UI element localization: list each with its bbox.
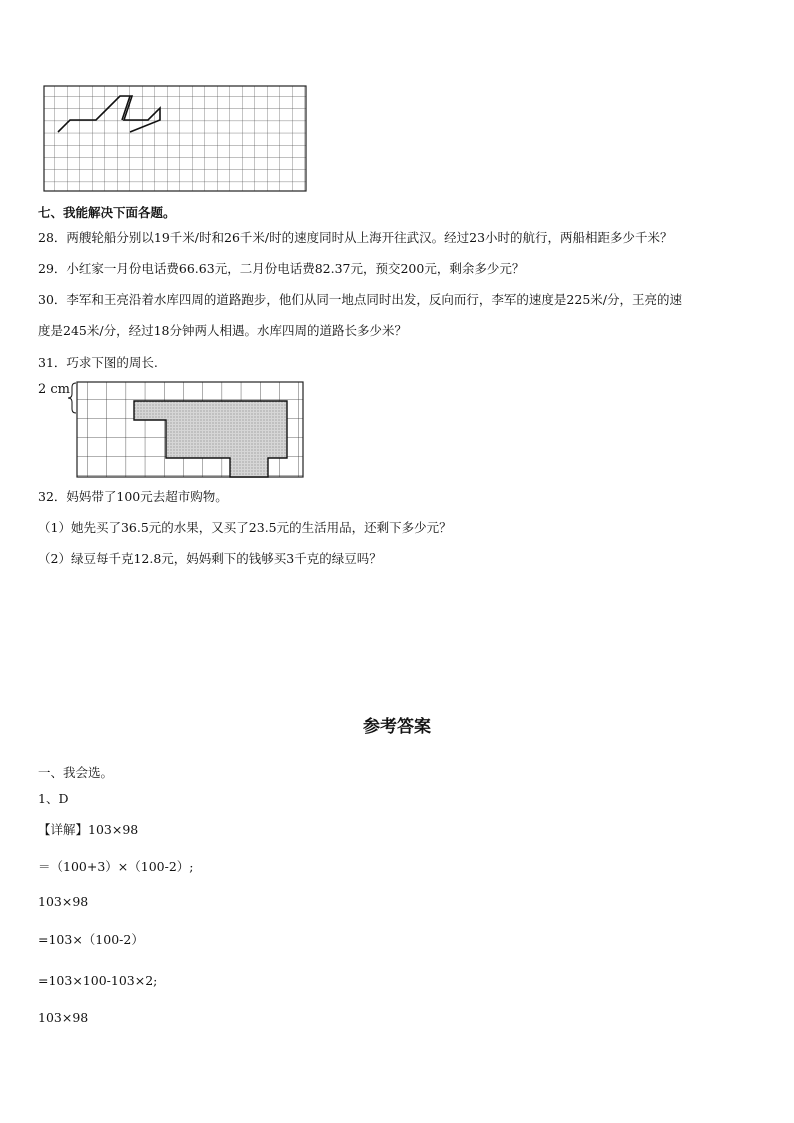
perimeter-grid-figure (68, 380, 306, 480)
answers-section-1: 一、我会选。 (38, 765, 114, 780)
question-31: 31．巧求下图的周长. (38, 355, 158, 370)
answer-step-1: ＝（100+3）×（100-2）; (38, 859, 194, 874)
question-32-part-1: （1）她先买了36.5元的水果，又买了23.5元的生活用品，还剩下多少元？ (38, 520, 452, 535)
answer-step-4: =103×100-103×2; (38, 973, 158, 988)
question-30-line-1: 30．李军和王亮沿着水库四周的道路跑步，他们从同一地点同时出发，反向而行，李军的速度是225米/分，王亮的速 (38, 292, 682, 307)
brace-icon (68, 383, 76, 413)
section-7-heading: 七、我能解决下面各题。 (38, 205, 176, 220)
question-28: 28．两艘轮船分别以19千米/时和26千米/时的速度同时从上海开往武汉。经过23小时的航行，两船相距多少千米？ (38, 230, 673, 245)
scale-label: 2 cm (38, 382, 71, 397)
question-29: 29．小红家一月份电话费66.63元，二月份电话费82.37元，预交200元，剩余多少元？ (38, 261, 525, 276)
grid-figure-with-shape (42, 84, 308, 194)
question-32-part-2: （2）绿豆每千克12.8元，妈妈剩下的钱够买3千克的绿豆吗？ (38, 551, 382, 566)
answers-title: 参考答案 (363, 717, 431, 737)
answer-detail: 【详解】103×98 (38, 822, 139, 837)
question-30-line-2: 度是245米/分，经过18分钟两人相遇。水库四周的道路长多少米？ (38, 323, 407, 338)
answer-step-5: 103×98 (38, 1010, 89, 1025)
answer-1: 1、D (38, 791, 69, 806)
answer-step-3: =103×（100-2） (38, 932, 144, 947)
question-32: 32．妈妈带了100元去超市购物。 (38, 489, 228, 504)
answer-step-2: 103×98 (38, 894, 89, 909)
